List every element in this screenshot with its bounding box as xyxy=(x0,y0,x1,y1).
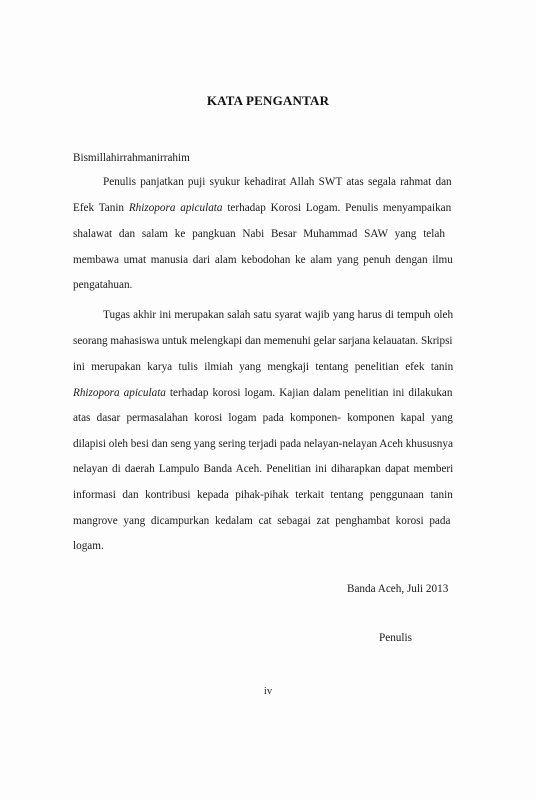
page-number: iv xyxy=(263,686,273,697)
species-name: Rhizopora apiculata xyxy=(128,202,223,214)
p2-line-8: informasi dan kontribusi kepada pihak-pihak terkait tentang penggunaan tanin xyxy=(73,489,453,501)
p2-line-4-end: terhadap korosi logam. Kajian dalam penelitian ini dilakukan xyxy=(165,387,453,399)
p1-line-2-end: terhadap Korosi Logam. Penulis menyampaikan xyxy=(222,202,452,214)
p1-line-4: membawa umat manusia dari alam kebodohan ke alam yang penuh dengan ilmu xyxy=(73,254,453,266)
place-date: Banda Aceh, Juli 2013 xyxy=(347,583,449,595)
p2-line-5: atas dasar permasalahan korosi logam pada komponen- komponen kapal yang xyxy=(73,412,453,424)
page-title: KATA PENGANTAR xyxy=(206,93,330,108)
p2-line-9: mangrove yang dicampurkan kedalam cat sebagai zat penghambat korosi pada xyxy=(73,515,451,527)
p2-line-7: nelayan di daerah Lampulo Banda Aceh. Penelitian ini diharapkan dapat memberi xyxy=(73,463,454,475)
p2-line-10: logam. xyxy=(73,540,104,552)
p1-line-2 xyxy=(73,202,453,215)
p1-line-2-start: Efek Tanin xyxy=(73,202,129,214)
p1-line-1: Penulis panjatkan puji syukur kehadirat Allah SWT atas segala rahmat dan xyxy=(103,176,452,188)
p2-line-3: ini merupakan karya tulis ilmiah yang mengkaji tentang penelitian efek tanin xyxy=(73,361,454,373)
signature: Penulis xyxy=(379,632,412,644)
p2-line-4 xyxy=(73,387,453,400)
p2-line-1: Tugas akhir ini merupakan salah satu syarat wajib yang harus di tempuh oleh xyxy=(103,309,454,321)
species-name: Rhizopora apiculata xyxy=(73,387,166,399)
p2-line-2: seorang mahasiswa untuk melengkapi dan memenuhi gelar sarjana kelauatan. Skripsi xyxy=(73,335,453,347)
p1-line-5: pengatahuan. xyxy=(73,279,133,291)
greeting: Bismillahirrahmanirrahim xyxy=(73,152,190,164)
p1-line-3: shalawat dan salam ke pangkuan Nabi Besar Muhammad SAW yang telah xyxy=(73,228,445,240)
p2-line-6: dilapisi oleh besi dan seng yang sering terjadi pada nelayan-nelayan Aceh khususnya xyxy=(73,438,453,450)
